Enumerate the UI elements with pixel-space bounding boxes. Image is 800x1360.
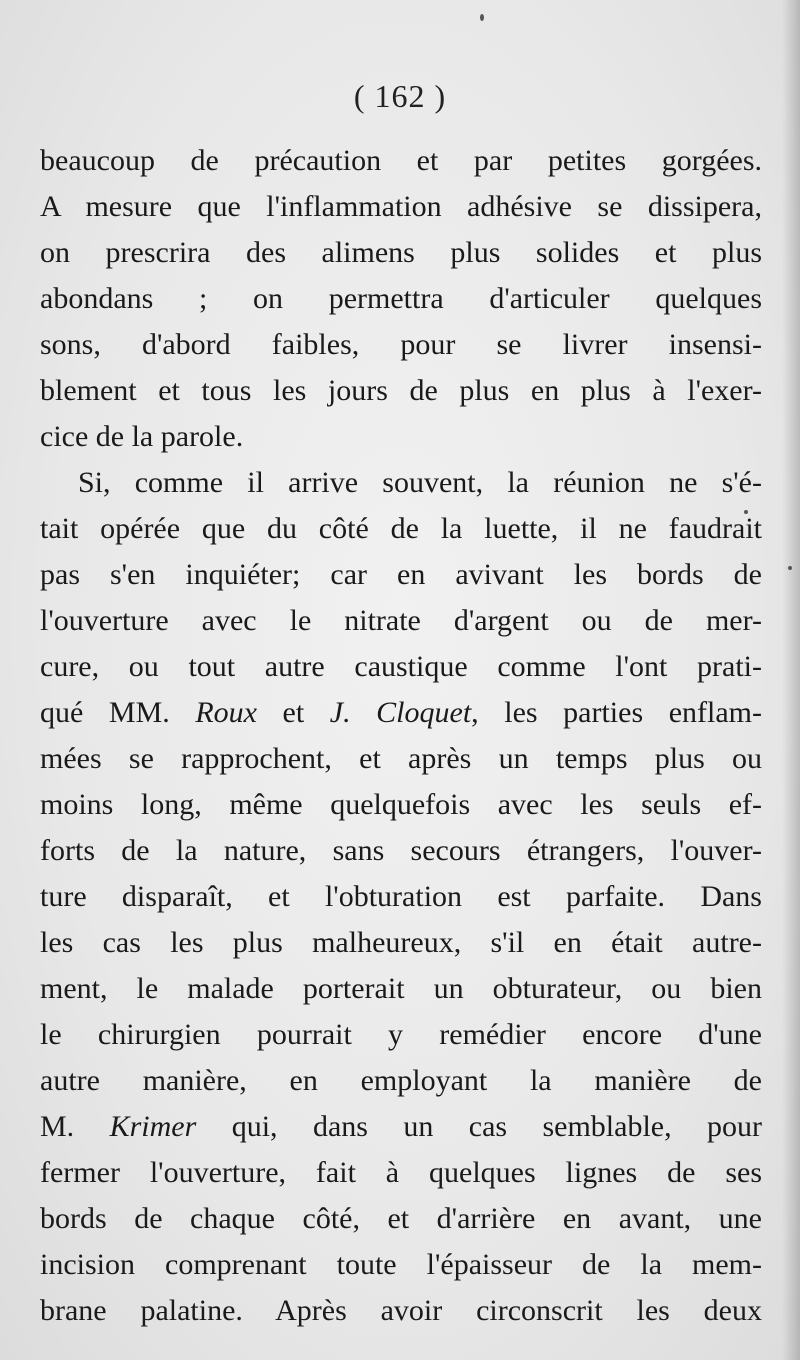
- ink-speck: [480, 14, 484, 21]
- text-line: forts de la nature, sans secours étrangers, l'ouver-: [40, 834, 762, 867]
- text-line: beaucoup de précaution et par petites gorgées.: [40, 144, 762, 177]
- text-line: Si, comme il arrive souvent, la réunion ne s'é-: [78, 466, 762, 499]
- ink-speck: [788, 566, 792, 570]
- text-line: le chirurgien pourrait y remédier encore d'une: [40, 1018, 762, 1051]
- text-line-with-name: [40, 1104, 762, 1150]
- author-name-cloquet: J. Cloquet: [329, 696, 472, 729]
- text-fragment: qué MM.: [40, 696, 196, 729]
- text-line: mées se rapprochent, et après un temps plus ou: [40, 742, 762, 775]
- text-line: l'ouverture avec le nitrate d'argent ou de mer-: [40, 604, 762, 637]
- text-line: blement et tous les jours de plus en plus à l'exer-: [40, 374, 762, 407]
- text-line: sons, d'abord faibles, pour se livrer insensi-: [40, 328, 762, 361]
- text-line: brane palatine. Après avoir circonscrit les deux: [40, 1294, 762, 1327]
- text-line: on prescrira des alimens plus solides et plus: [40, 236, 762, 269]
- author-name-roux: Roux: [195, 696, 257, 729]
- page-edge-shadow: [782, 0, 800, 1360]
- text-line: pas s'en inquiéter; car en avivant les bords de: [40, 558, 762, 591]
- body-text: [40, 138, 762, 1334]
- text-line: incision comprenant toute l'épaisseur de la mem-: [40, 1248, 762, 1281]
- text-line-with-names: [40, 690, 762, 736]
- text-line: cice de la parole.: [40, 420, 244, 453]
- text-line: autre manière, en employant la manière de: [40, 1064, 762, 1097]
- text-fragment: qui, dans un cas semblable, pour: [196, 1110, 762, 1143]
- text-line: moins long, même quelquefois avec les seuls ef-: [40, 788, 762, 821]
- text-fragment: et: [256, 696, 330, 729]
- author-name-krimer: Krimer: [109, 1110, 197, 1143]
- text-fragment: , les parties enflam-: [471, 696, 762, 729]
- page-number: ( 162 ): [353, 78, 447, 114]
- text-line: ment, le malade porterait un obturateur, ou bien: [40, 972, 762, 1005]
- text-line: A mesure que l'inflammation adhésive se dissipera,: [40, 190, 762, 223]
- text-line: bords de chaque côté, et d'arrière en avant, une: [40, 1202, 762, 1235]
- text-line: les cas les plus malheureux, s'il en était autre-: [40, 926, 762, 959]
- text-line: ture disparaît, et l'obturation est parfaite. Dans: [40, 880, 762, 913]
- text-line: cure, ou tout autre caustique comme l'ont prati-: [40, 650, 762, 683]
- text-line: fermer l'ouverture, fait à quelques lignes de ses: [40, 1156, 762, 1189]
- text-fragment: M.: [40, 1110, 110, 1143]
- text-line: abondans ; on permettra d'articuler quelques: [40, 282, 762, 315]
- text-line: tait opérée que du côté de la luette, il ne faudrait: [40, 512, 762, 545]
